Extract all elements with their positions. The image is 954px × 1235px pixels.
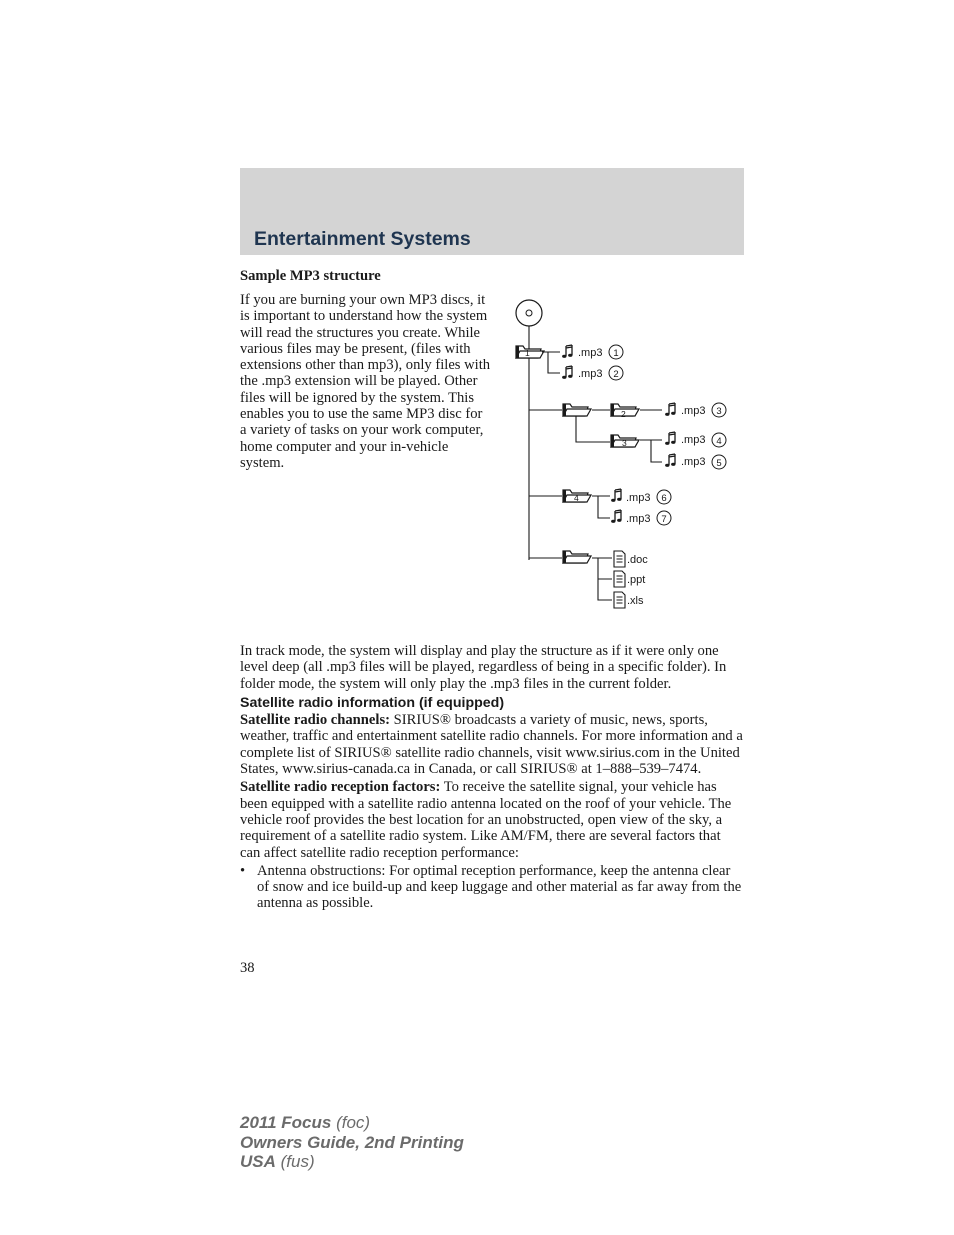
track-number: 6: [661, 493, 667, 504]
xls-extension: .xls: [627, 595, 644, 607]
footer-line-3: [240, 1152, 464, 1172]
footer-guide: Owners Guide, 2nd Printing: [240, 1132, 464, 1152]
satellite-channels-lead: Satellite radio channels:: [240, 712, 390, 729]
mp3-structure-diagram: [510, 296, 744, 614]
document-file-icon: [614, 551, 625, 567]
track-number: 5: [716, 458, 722, 469]
track-mode-paragraph: In track mode, the system will display and play the structure as if it were only one level deep (all .mp3 files will be played, regardless of being in a specific folder). In folder mode, the system will only play the .mp3 files in the current folder.: [240, 643, 727, 692]
satellite-reception-lead: Satellite radio reception factors:: [240, 779, 441, 796]
mp3-file-icon: [665, 403, 675, 416]
cd-disc-icon: [516, 300, 542, 326]
sample-heading-block: [240, 268, 744, 284]
track-number: 7: [661, 514, 667, 525]
folder-3-label: 3: [622, 438, 627, 448]
bullet-item: [240, 863, 744, 912]
sample-mp3-heading: Sample MP3 structure: [240, 268, 381, 284]
track-number: 4: [716, 436, 722, 447]
footer-line-1: [240, 1113, 464, 1133]
folder-4-label: 4: [574, 493, 579, 503]
mp3-extension: .mp3: [626, 513, 651, 525]
mp3-extension: .mp3: [681, 405, 706, 417]
satellite-reception-paragraph: [240, 779, 744, 860]
footer-region: USA: [240, 1152, 276, 1171]
footer-model-code: (foc): [336, 1113, 371, 1132]
satellite-heading: Satellite radio information (if equipped): [240, 694, 505, 711]
footer-model: 2011 Focus: [240, 1113, 332, 1132]
folder-1-icon: [516, 346, 544, 358]
mp3-extension: .mp3: [681, 434, 706, 446]
track-number: 2: [613, 369, 619, 380]
mp3-extension: .mp3: [681, 456, 706, 468]
satellite-channels-paragraph: [240, 712, 744, 777]
mp3-file-icon: [562, 345, 572, 358]
folder-1-label: 1: [525, 348, 530, 358]
footer-line-2: [240, 1133, 464, 1153]
footer: [240, 1113, 464, 1172]
track-number: 1: [613, 348, 619, 359]
mp3-file-icon: [611, 510, 621, 523]
page-number: 38: [240, 960, 255, 976]
track-number: 3: [716, 406, 722, 417]
document-file-icon: [614, 571, 625, 587]
section-header-band: [240, 168, 744, 255]
doc-extension: .doc: [627, 554, 648, 566]
mp3-file-icon: [665, 432, 675, 445]
mp3-file-icon: [611, 489, 621, 502]
section-title: Entertainment Systems: [254, 228, 471, 250]
folder-icon: [563, 404, 591, 416]
mp3-file-icon: [562, 366, 572, 379]
sample-mp3-paragraph: [240, 292, 492, 471]
body-content: [240, 643, 744, 912]
ppt-extension: .ppt: [627, 574, 646, 586]
folder-icon: [563, 551, 591, 563]
satellite-channels-text: SIRIUS® broadcasts a variety of music, news, sports, weather, traffic and entertainment satellite radio channels. For more information and a complete list of SIRIUS® satellite radio channels, visit www.sirius.com in the United States, www.sirius-canada.ca in Canada, or call SIRIUS® at 1–888–539–7474.: [240, 712, 743, 778]
mp3-extension: .mp3: [578, 347, 603, 359]
mp3-extension: .mp3: [578, 368, 603, 380]
bullet-symbol: •: [240, 862, 246, 879]
document-file-icon: [614, 592, 625, 608]
mp3-file-icon: [665, 454, 675, 467]
mp3-extension: .mp3: [626, 492, 651, 504]
intro-text: If you are burning your own MP3 discs, it is important to understand how the system will read the structures you create. While various files may be present, (files with extensions other than mp3), only files with the .mp3 extension will be played. Other files will be ignored by the system. This enables you to use the same MP3 disc for a variety of tasks on your work computer, home computer and your in-vehicle system.: [240, 292, 491, 471]
satellite-reception-text: To receive the satellite signal, your vehicle has been equipped with a satellite radio antenna located on the roof of your vehicle. The vehicle roof provides the best location for an unobstructed, open view of the sky, a requirement of a satellite radio system. Like AM/FM, there are several factors that can affect satellite radio reception performance:: [240, 779, 732, 861]
footer-region-code: (fus): [280, 1152, 315, 1171]
bullet-text: Antenna obstructions: For optimal reception performance, keep the antenna clear of snow and ice build-up and keep luggage and other material as far away from the antenna as possible.: [257, 862, 742, 912]
folder-2-label: 2: [621, 409, 626, 419]
